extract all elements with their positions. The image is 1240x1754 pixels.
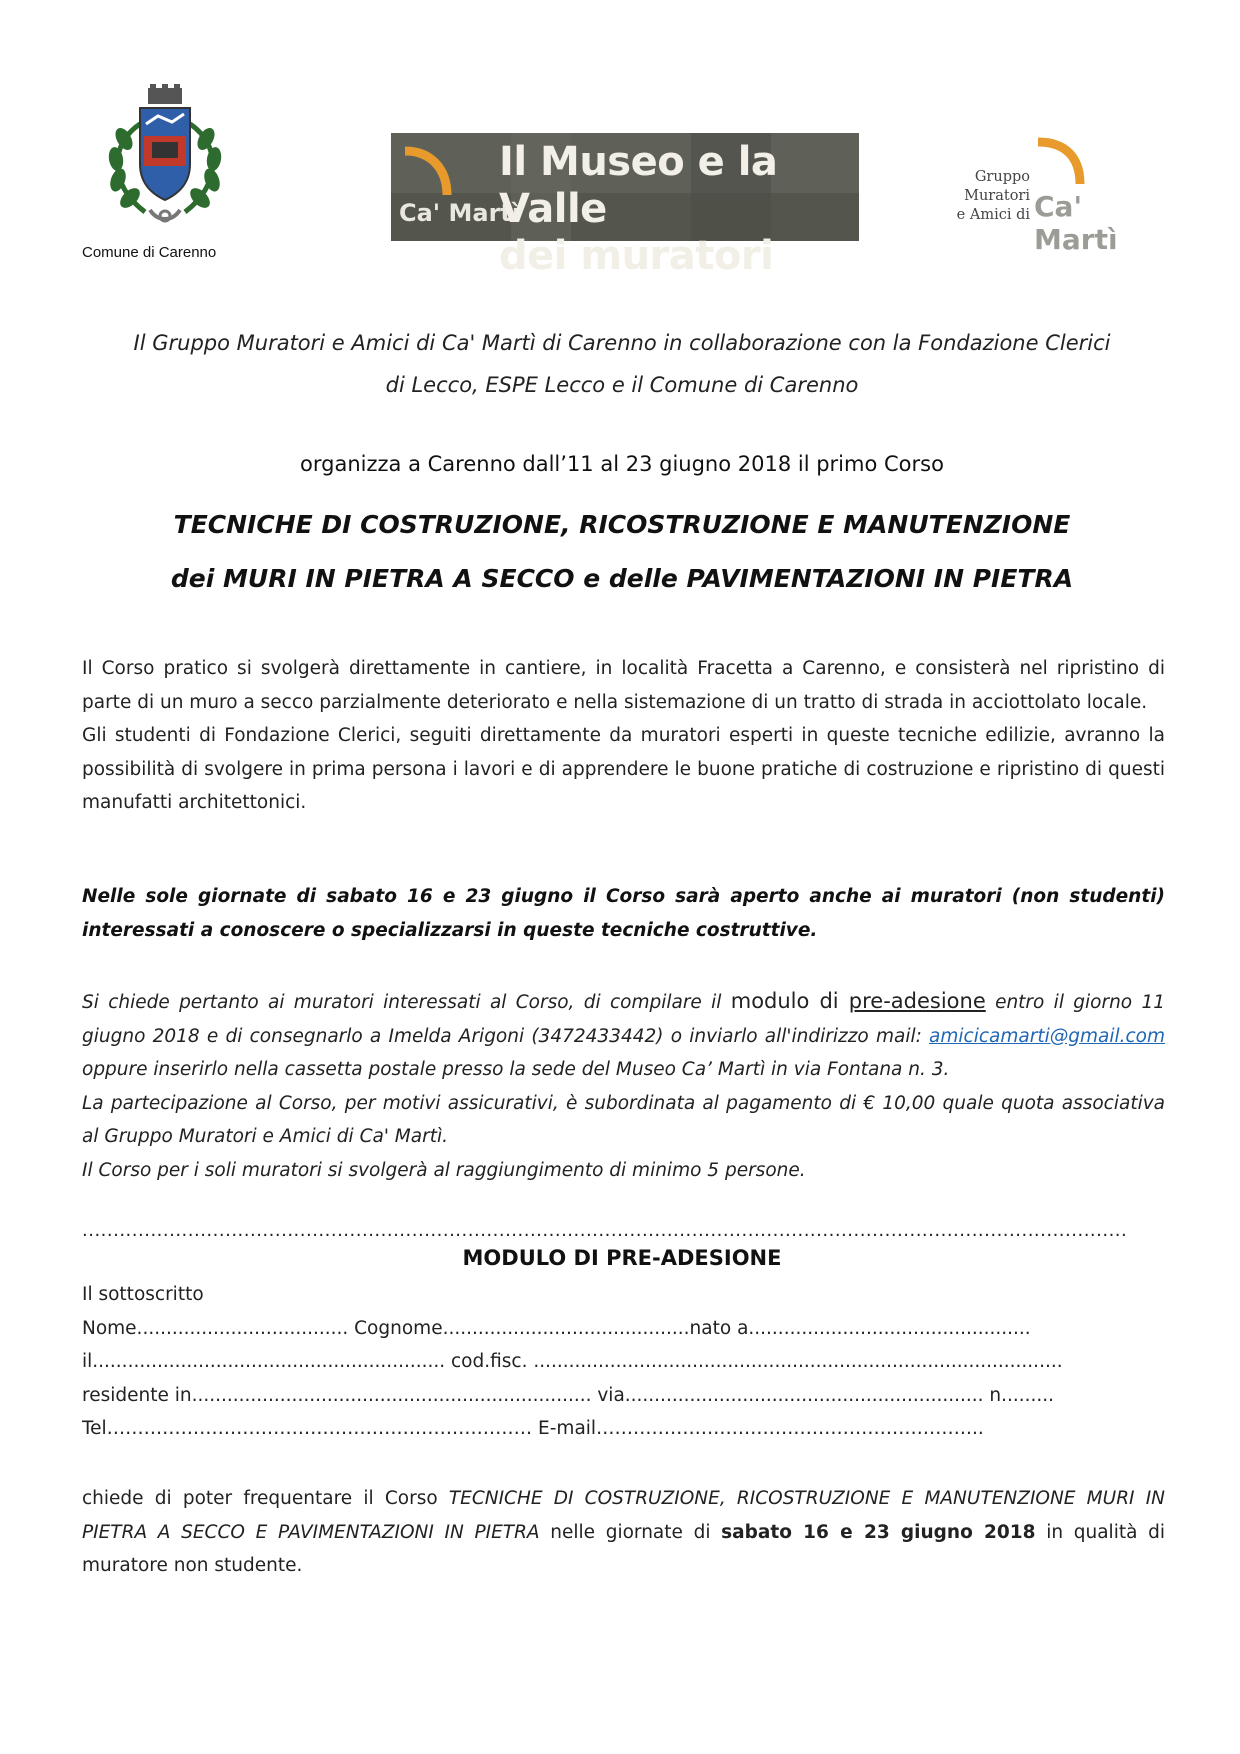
- banner-logo-text: Ca' Martì: [399, 199, 521, 227]
- cut-separator: ........................................................................................................................................................................: [82, 1220, 1128, 1241]
- closing-mid: nelle giornate di: [539, 1521, 722, 1543]
- closing-request: [82, 1482, 1165, 1583]
- closing-dates: sabato 16 e 23 giugno 2018: [721, 1521, 1036, 1543]
- registration-request: [82, 985, 1165, 1087]
- intro-line1: Il Gruppo Muratori e Amici di Ca' Martì di Carenno in collaborazione con la Fondazione Clerici: [133, 331, 1111, 355]
- course-title-line1: TECNICHE DI COSTRUZIONE, RICOSTRUZIONE E MANUTENZIONE: [173, 510, 1071, 539]
- registration-post: oppure inserirlo nella cassetta postale presso la sede del Museo Ca’ Martì in via Fontana n. 3.: [82, 1059, 950, 1080]
- closing-post: in qualità di muratore non studente.: [82, 1521, 1165, 1576]
- fee-info: La partecipazione al Corso, per motivi assicurativi, è subordinata al pagamento di € 10,00 quale quota associativa al Gruppo Muratori e Amici di Ca' Martì.: [82, 1092, 1165, 1147]
- banner-title-line2: dei muratori: [499, 233, 774, 279]
- comune-caption: Comune di Carenno: [82, 244, 217, 261]
- minimum-participants: Il Corso per i soli muratori si svolgerà al raggiungimento di minimo 5 persone.: [82, 1159, 806, 1181]
- group-name-line3: e Amici di: [956, 207, 1030, 223]
- banner-title: [499, 139, 859, 280]
- modulo-text: modulo di: [730, 989, 849, 1013]
- closing-course: TECNICHE DI COSTRUZIONE, RICOSTRUZIONE E MANUTENZIONE MURI IN PIETRA A SECCO E PAVIMENTAZIONI IN PIETRA: [82, 1488, 1165, 1543]
- group-name-line1: Gruppo: [974, 169, 1030, 185]
- form-line-name: Nome.................................... Cognome..........................................nato a................................................: [82, 1317, 1031, 1339]
- course-description-p2: Gli studenti di Fondazione Clerici, seguiti direttamente da muratori esperti in queste tecniche edilizie, avranno la possibilità di svolgere in prima persona i lavori e di apprendere le buone pratiche di costruzione e ripristino di questi manufatti architettonici.: [82, 725, 1165, 813]
- preadhesion-form: [82, 1278, 1082, 1446]
- course-title: [82, 498, 1162, 606]
- intro-line2: di Lecco, ESPE Lecco e il Comune di Carenno: [385, 373, 859, 397]
- registration-mid: entro il giorno 11 giugno 2018 e di consegnarlo a Imelda Arigoni (3472433442) o inviarlo all'indirizzo mail:: [82, 992, 1165, 1047]
- group-name-line2: Muratori: [964, 188, 1030, 204]
- course-description-p1: Il Corso pratico si svolgerà direttamente in cantiere, in località Fracetta a Carenno, e consisterà nel ripristino di parte di un muro a secco parzialmente deteriorato e nella sistemazione di un tratto di strada in acciottolato locale.: [82, 658, 1165, 713]
- closing-pre: chiede di poter frequentare il Corso: [82, 1488, 449, 1509]
- email-link[interactable]: amicicamarti@gmail.com: [929, 1025, 1165, 1047]
- open-days-notice: Nelle sole giornate di sabato 16 e 23 giugno il Corso sarà aperto anche ai muratori (non studenti) interessati a conoscere o specializzarsi in queste tecniche costruttive.: [82, 886, 1165, 941]
- comune-crest-logo: [100, 84, 230, 234]
- intro-text: [82, 322, 1162, 406]
- course-description: [82, 652, 1165, 820]
- organizza-text: organizza a Carenno dall’11 al 23 giugno 2018 il primo Corso: [300, 452, 944, 476]
- registration-info: [82, 985, 1165, 1187]
- course-title-line2: dei MURI IN PIETRA A SECCO e delle PAVIMENTAZIONI IN PIETRA: [170, 564, 1074, 593]
- museum-banner: [391, 133, 859, 279]
- form-line-sottoscritto: Il sottoscritto: [82, 1284, 204, 1305]
- form-line-birth-taxcode: il............................................................ cod.fisc. ..........................................................................................: [82, 1351, 1063, 1372]
- group-logo-text: Ca' Martì: [1034, 190, 1118, 256]
- banner-title-line1: Il Museo e la Valle: [499, 139, 778, 232]
- form-line-address: residente in.................................................................... via............................................................. n.........: [82, 1384, 1055, 1406]
- preadesione-text: pre-adesione: [848, 989, 986, 1013]
- group-name-text: [930, 168, 1030, 225]
- registration-pre: Si chiede pertanto ai muratori interessati al Corso, di compilare il: [82, 992, 731, 1013]
- form-line-contacts: Tel…………………………………………………………… E-mail……………………………………………………...: [82, 1418, 984, 1439]
- form-title: MODULO DI PRE-ADESIONE: [462, 1246, 782, 1270]
